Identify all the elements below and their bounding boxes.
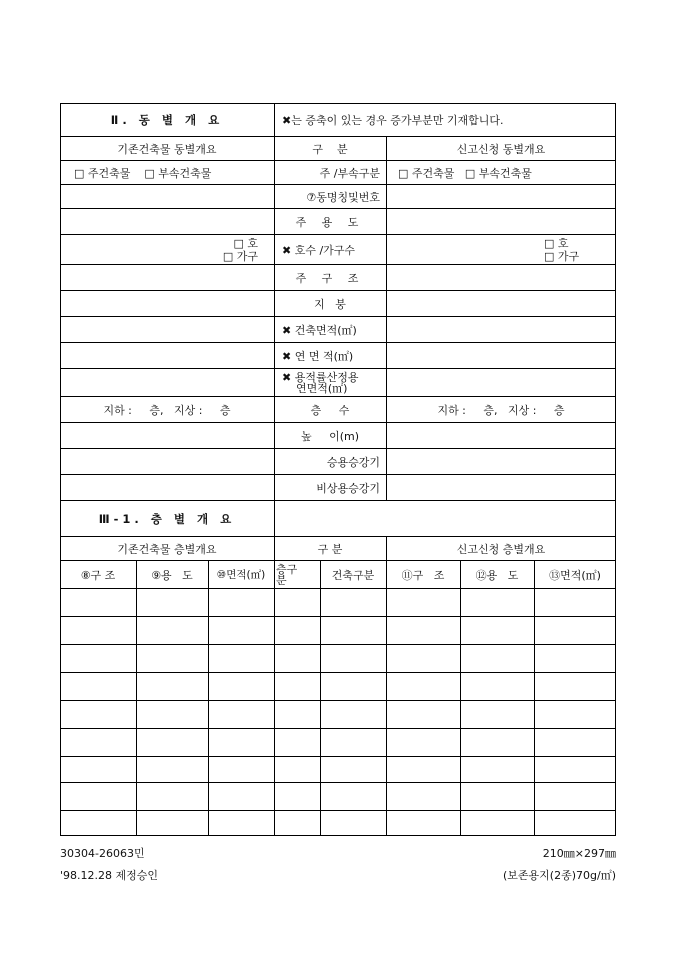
new-application-header: 신고신청 동별개요 [456,142,546,156]
units-households-label: ✖ 호수 /가구수 [282,243,356,257]
floor-category-header: 구 분 [317,542,343,556]
main-use-label: 주 용 도 [295,215,365,229]
col-use-existing: ⑨용 도 [151,568,193,582]
total-floor-area-label: ✖ 연 면 적(㎡) [282,349,354,363]
category-header: 구 분 [312,142,348,156]
floor-existing-header: 기존건축물 층별개요 [117,542,217,556]
unit-household-checkbox[interactable]: □ 가구 [222,250,258,263]
section2-note: ✖는 증축이 있는 경우 증가부분만 기재합니다. [282,113,504,127]
height-label: 높 이(m) [300,429,360,443]
building-name-number-label: ⑦동명칭및번호 [306,190,380,204]
section2-title: Ⅱ. 동 별 개 요 [110,112,224,127]
unit-checkboxes-new[interactable] [544,235,608,265]
main-structure-label: 주 구 조 [295,271,365,285]
form-number: 30304-26063민 [60,847,145,860]
col-floor-division-line2: 분 [276,574,287,587]
col-floor-division [276,561,320,589]
col-floor-division-line1: 층구 [276,563,298,576]
paper-type: (보존용지(2종)70g/㎡) [503,869,616,882]
approval-date: '98.12.28 제정승인 [60,869,159,882]
emergency-elevator-label: 비상용승강기 [316,481,380,495]
building-overview-form [60,103,616,836]
col-structure-existing: ⑧구 조 [80,568,116,582]
main-sub-checkboxes-existing[interactable]: □ 주건축물 □ 부속건축물 [74,166,212,180]
col-building-division: 건축구분 [331,568,375,582]
floors-label: 층 수 [310,403,350,417]
unit-checkboxes-existing[interactable] [200,235,258,265]
unit-ho-checkbox-new[interactable]: □ 호 [544,237,569,250]
far-area-line1: ✖ 용적률산정용 [282,371,359,384]
section3-title: Ⅲ-1. 층 별 개 요 [98,511,236,526]
floors-existing-value: 지하 : 층, 지상 : 층 [103,403,231,417]
main-sub-checkboxes-new[interactable]: □ 주건축물 □ 부속건축물 [398,166,532,180]
paper-size: 210㎜×297㎜ [542,847,616,860]
unit-ho-checkbox[interactable]: □ 호 [233,237,258,250]
main-sub-label: 주 /부속구분 [319,166,380,180]
col-area-new: ⑬면적(㎡) [549,568,601,582]
roof-label: 지 붕 [314,297,346,311]
floor-new-header: 신고신청 층별개요 [456,542,546,556]
col-area-existing: ⑩면적(㎡) [216,568,266,581]
col-use-new: ⑫용 도 [475,568,519,582]
col-structure-new: ⑪구 조 [401,568,445,582]
existing-building-header: 기존건축물 동별개요 [117,142,217,156]
far-floor-area-label [282,369,386,397]
passenger-elevator-label: 승용승강기 [326,455,380,469]
building-area-label: ✖ 건축면적(㎡) [282,323,357,337]
floors-new-value: 지하 : 층, 지상 : 층 [437,403,565,417]
far-area-line2: 연면적(㎡) [296,382,348,395]
unit-household-checkbox-new[interactable]: □ 가구 [544,250,580,263]
